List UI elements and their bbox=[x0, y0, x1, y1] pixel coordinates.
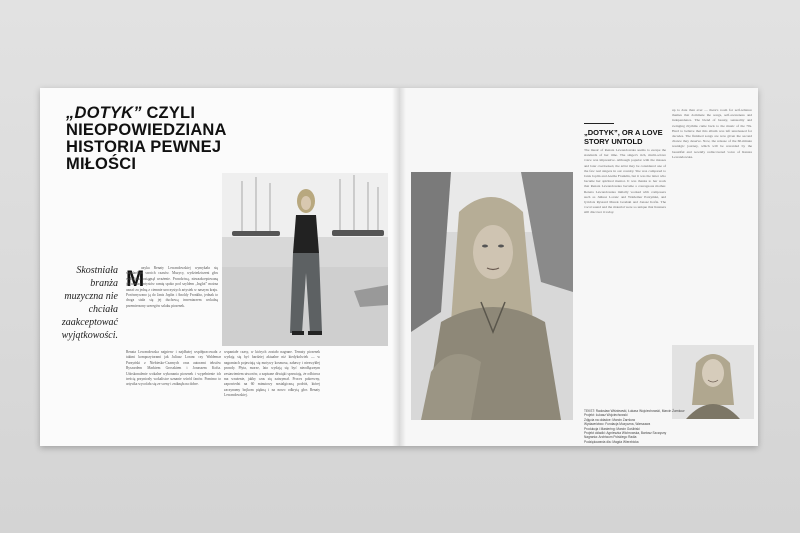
english-title: „DOTYK”, OR A LOVE STORY UNTOLD bbox=[584, 128, 663, 146]
pull-quote: Skostniała branża muzyczna nie chciała zaakceptować wyjątkowości. bbox=[61, 265, 118, 341]
photo-woman-smiling bbox=[672, 345, 754, 419]
drop-cap: M bbox=[126, 266, 145, 291]
credit-line: Zdjęcia na okładce: Marcin Żarnkow bbox=[584, 417, 636, 422]
article-column-3: wspaniałe czasy, w których zostało nagrane. Tematy piosenek wydają się być bardziej aktualne niż kiedykolwiek — w nagraniach pojawiają się motywy kosmosu, zabawy i niezwykłej prawdy. Płyta, morze, lato wydają się być nieodłącznym zestawieniem utworów, a zapisane dźwięki sprawiają, że odbiorca ma wrażenie, jakby czas się zatrzymał. Proces pokrewny, zapowiedzi na 60 minutowy nostalgiczną podróż, której zaczynamy bojkom piękną i na nowo odkrytą głos Renaty Lewandowskiej. bbox=[224, 350, 320, 398]
magazine-spread bbox=[40, 88, 758, 446]
article-column-2: Renata Lewandowska najpierw i najdłużej współpracowała z takimi kompozytorami jak Juliusz Loranc czy Waldemar Parzyński z Niebiesko-Czarnych oraz autorami tekstów Ryszardem Markiem Groszkiem i Jonaszem Kofta. Udoskonalenie wokalne wykonania piosenek i wypełnienie ich treścią przyniosły wokalistce uznanie wśród fanów. Pomimo to artystka wycofała się ze sceny i zniknęła na dobre. bbox=[126, 350, 221, 387]
credit-line: Nagrania: Archiwum Polskiego Radia bbox=[584, 435, 637, 440]
page-title bbox=[66, 105, 296, 173]
article-column-1: uzyka Renaty Lewandowskiej wymykała się standardom swoich czasów. Muzycy, wydziedziczeni głos wokalistki osiągnął wrażenie. Prawdziwą, niezaakceptowaną jej wiedzę artystów ramię spoko pod szyldem „Inglot” można uznać za jedną z ciemnie uroczystych artystek w naszym kraju. Porównywano ją do Janis Joplin i Anoldy Fronkho, jednak to droga stała się jej duchową inwentarzem wokalną przemierzony szeregów szlaku piosenek. bbox=[126, 266, 218, 308]
right-page bbox=[399, 88, 758, 446]
english-column-1: The music of Renata Lewandowska seems to escape the standards of her time. The singer's rich, multi-octave voice was impressive. Although popular with the masses and later overlooked, the artist may be considered one of the few real singers in our country. She was compared to Janis Joplin and Aretha Franklin, but it was the latter who became her spiritual mentor. It was thanks to her work that Renata Lewandowska became a courageous mother. Renata Lewandowska initially worked with composers such as Juliusz Loranc and Waldemar Parzyński, and lyricists Ryszard Marek Groński and Jonasz Kofta. The vocal sound and the material were so unique that listeners still discover it today. bbox=[584, 148, 666, 215]
credit-line: Wydawnictwo: Fundacja Muzyczna, Warszawa bbox=[584, 422, 651, 427]
credits bbox=[584, 409, 744, 444]
photo-woman-standing-harbor bbox=[222, 173, 388, 346]
credit-line: Projekt: Łukasz Wojciechowski bbox=[584, 413, 628, 418]
photo-woman-portrait bbox=[411, 172, 573, 420]
credit-line: Produkcja i Mastering: Marcin Gośliński bbox=[584, 426, 640, 431]
credit-line: TEKST: Radosław Wiśniewski, Łukasz Wojciechowski, Marcin Żarnkow bbox=[584, 409, 685, 413]
credit-line: Projekt okładki: Agnieszka Wichrowska, Bartosz Szczęsny bbox=[584, 431, 667, 436]
title-rule bbox=[584, 123, 614, 124]
title-text: CZYLI NIEOPOWIEDZIANA HISTORIA PEWNEJ MIŁOŚCI bbox=[66, 104, 227, 173]
left-page bbox=[40, 88, 399, 446]
credit-line: Podziękowania dla: Magda Wierzbicka bbox=[584, 439, 639, 444]
english-column-2: up to date than ever — there's room for self-reliance themes that dominate the songs, self-awareness and independence. The blend of beauty, sensuality and swinging rhythms came back to the music of the 70s. Hard to believe that this album was left unreleased for decades. The finished songs are now given the second chance they deserve. Now, the release of the 60-minute nostalgic journey, which will be rewarded by the beautiful and recently rediscovered voice of Renata Lewandowska. bbox=[672, 108, 752, 159]
title-highlight: „DOTYK” bbox=[66, 104, 142, 122]
